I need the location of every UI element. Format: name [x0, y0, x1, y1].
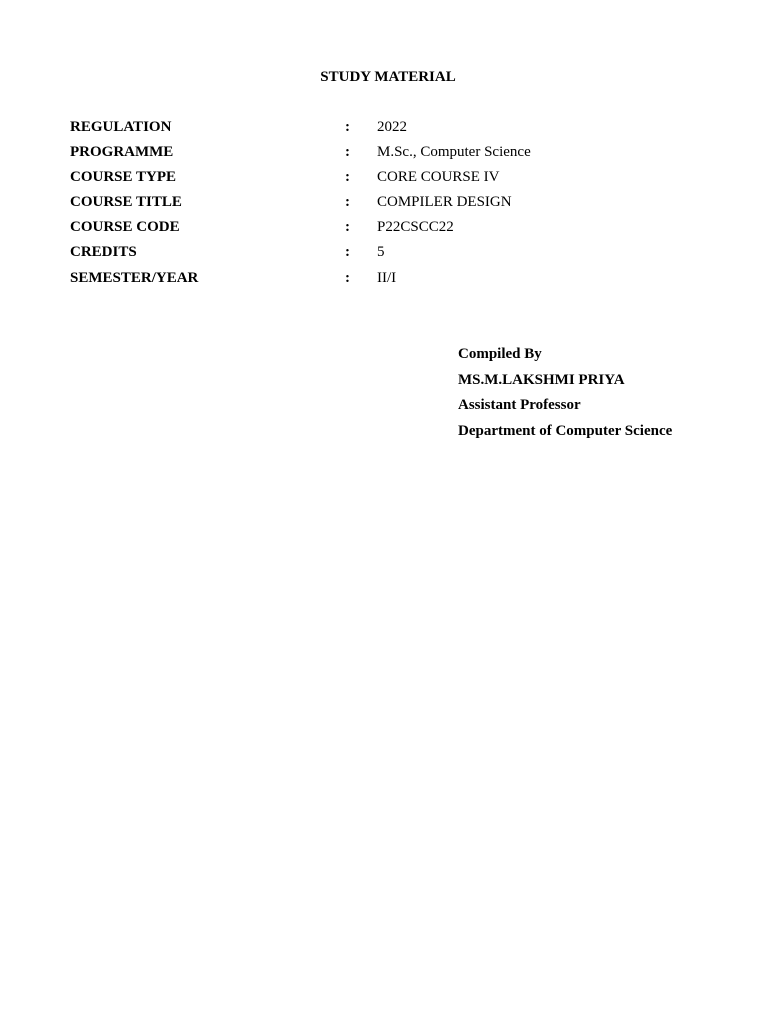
course-details-table	[70, 118, 690, 294]
detail-value: 2022	[377, 119, 407, 135]
detail-value: 5	[377, 244, 385, 261]
detail-label: SEMESTER/YEAR	[70, 269, 199, 286]
detail-label: COURSE TYPE	[70, 169, 176, 186]
compiled-by-heading: Compiled By	[458, 346, 542, 362]
detail-separator: :	[345, 119, 350, 135]
compiler-name: MS.M.LAKSHMI PRIYA	[458, 371, 625, 388]
detail-row-semester-year	[70, 269, 690, 294]
detail-separator: :	[345, 269, 350, 286]
detail-value: M.Sc., Computer Science	[377, 144, 531, 161]
detail-label: CREDITS	[70, 244, 137, 261]
detail-separator: :	[345, 194, 350, 211]
detail-value: II/I	[377, 269, 397, 286]
page-title: STUDY MATERIAL	[320, 69, 456, 85]
detail-value: CORE COURSE IV	[377, 169, 500, 186]
detail-value: P22CSCC22	[377, 219, 454, 236]
compiled-by-block	[458, 345, 758, 447]
detail-separator: :	[345, 219, 350, 236]
compiler-department: Department of Computer Science	[458, 422, 673, 439]
detail-label: PROGRAMME	[70, 144, 174, 161]
detail-label: REGULATION	[70, 119, 172, 135]
detail-separator: :	[345, 169, 350, 186]
detail-row-course-title	[70, 193, 690, 218]
detail-label: COURSE CODE	[70, 219, 180, 236]
detail-row-credits	[70, 243, 690, 268]
detail-separator: :	[345, 244, 350, 261]
detail-value: COMPILER DESIGN	[377, 194, 512, 211]
detail-row-programme	[70, 143, 690, 168]
detail-label: COURSE TITLE	[70, 194, 182, 211]
detail-row-course-type	[70, 168, 690, 193]
compiler-designation: Assistant Professor	[458, 397, 581, 413]
detail-row-course-code	[70, 218, 690, 243]
detail-separator: :	[345, 144, 350, 161]
detail-row-regulation	[70, 118, 690, 143]
